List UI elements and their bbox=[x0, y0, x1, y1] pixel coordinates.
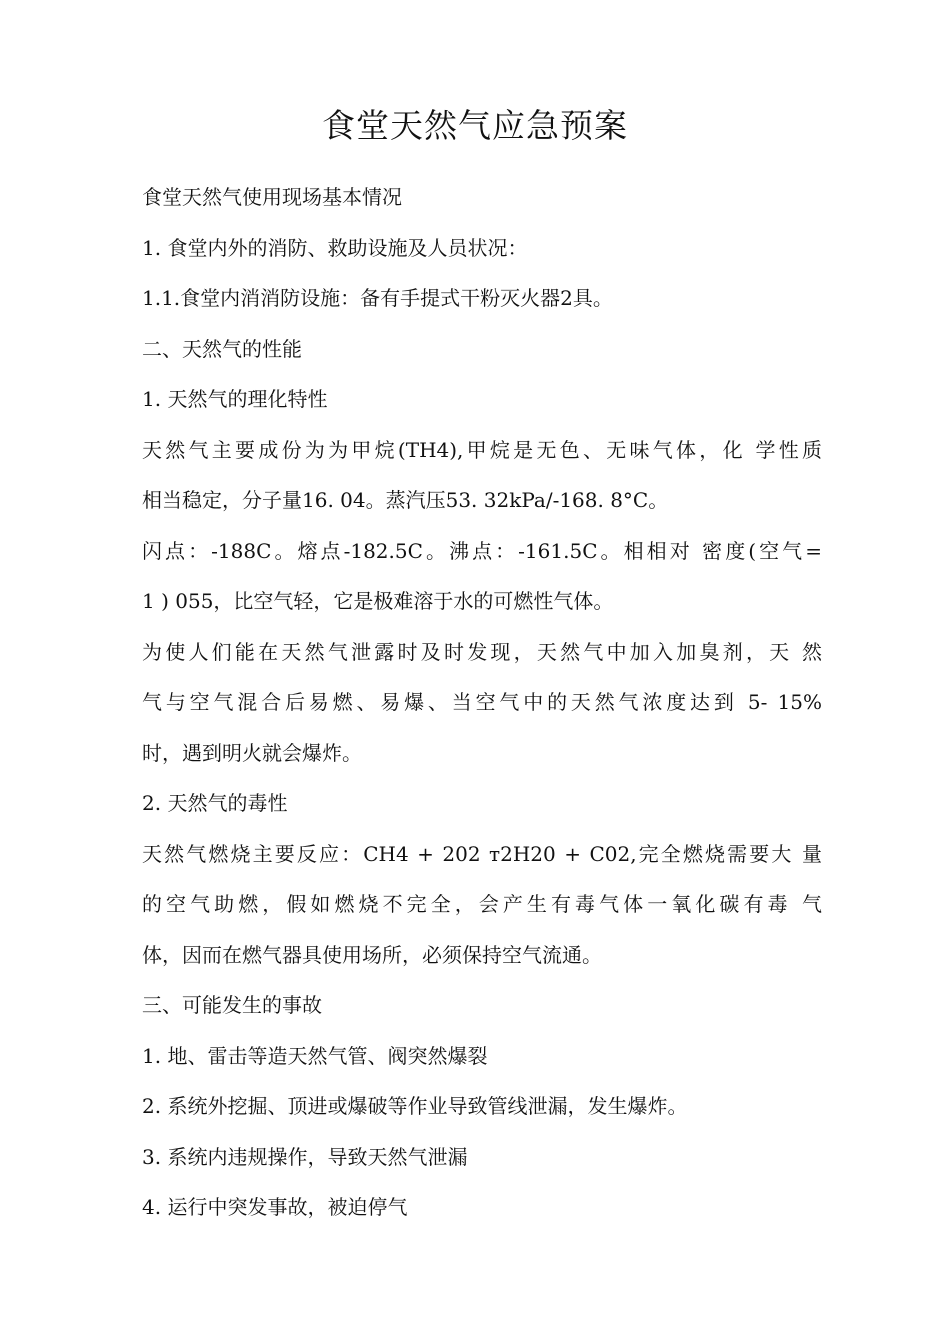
list-item: 1. 地、雷击等造天然气管、阀突然爆裂 bbox=[142, 1043, 488, 1068]
document-body bbox=[142, 172, 822, 1233]
paragraph-text-line: 时，遇到明火就会爆炸。 bbox=[142, 740, 362, 765]
paragraph-text-line: 的空气助燃，假如燃烧不完全，会产生有毒气体一氧化碳有毒 气 bbox=[142, 892, 822, 916]
paragraph-text-line: 闪点：-188C。熔点-182.5C。沸点：-161.5C。相相对 密度(空气= bbox=[142, 538, 822, 563]
item-physical-chemical: 1. 天然气的理化特性 bbox=[142, 387, 328, 411]
item-fire-extinguishers: 1.1.食堂内消消防设施：备有手提式干粉灭火器2具。 bbox=[142, 286, 613, 310]
list-item: 4. 运行中突发事故，被迫停气 bbox=[142, 1195, 408, 1219]
document-title: 食堂天然气应急预案 bbox=[322, 106, 628, 145]
paragraph-text-line: 为使人们能在天然气泄露时及时发现，天然气中加入加臭剂，天 然 bbox=[142, 639, 822, 664]
paragraph-text-line: 气与空气混合后易燃、易爆、当空气中的天然气浓度达到 5- 15% bbox=[142, 690, 822, 714]
paragraph-text-line: 1 ) 055，比空气轻，它是极难溶于水的可燃性气体。 bbox=[142, 589, 614, 613]
paragraph-text-line: 体，因而在燃气器具使用场所，必须保持空气流通。 bbox=[142, 942, 602, 967]
heading-site-situation: 食堂天然气使用现场基本情况 bbox=[142, 185, 402, 209]
paragraph-text-line: 相当稳定，分子量16. 04。蒸汽压53. 32kPa/-168. 8°C。 bbox=[142, 488, 669, 512]
list-item: 2. 系统外挖掘、顶进或爆破等作业导致管线泄漏，发生爆炸。 bbox=[142, 1094, 688, 1118]
list-item: 3. 系统内违规操作，导致天然气泄漏 bbox=[142, 1144, 468, 1169]
item-fire-rescue-facilities: 1. 食堂内外的消防、救助设施及人员状况： bbox=[142, 235, 528, 260]
section-heading-gas-properties: 二、天然气的性能 bbox=[142, 336, 302, 361]
section-heading-possible-accidents: 三、可能发生的事故 bbox=[142, 993, 322, 1017]
item-toxicity: 2. 天然气的毒性 bbox=[142, 791, 288, 815]
paragraph-text-line: 天然气主要成份为为甲烷(TH4),甲烷是无色、无味气体，化 学性质 bbox=[142, 437, 822, 462]
paragraph-text-line: 天然气燃烧主要反应：CH4 + 202 т2H20 + C02,完全燃烧需要大 量 bbox=[142, 841, 822, 866]
